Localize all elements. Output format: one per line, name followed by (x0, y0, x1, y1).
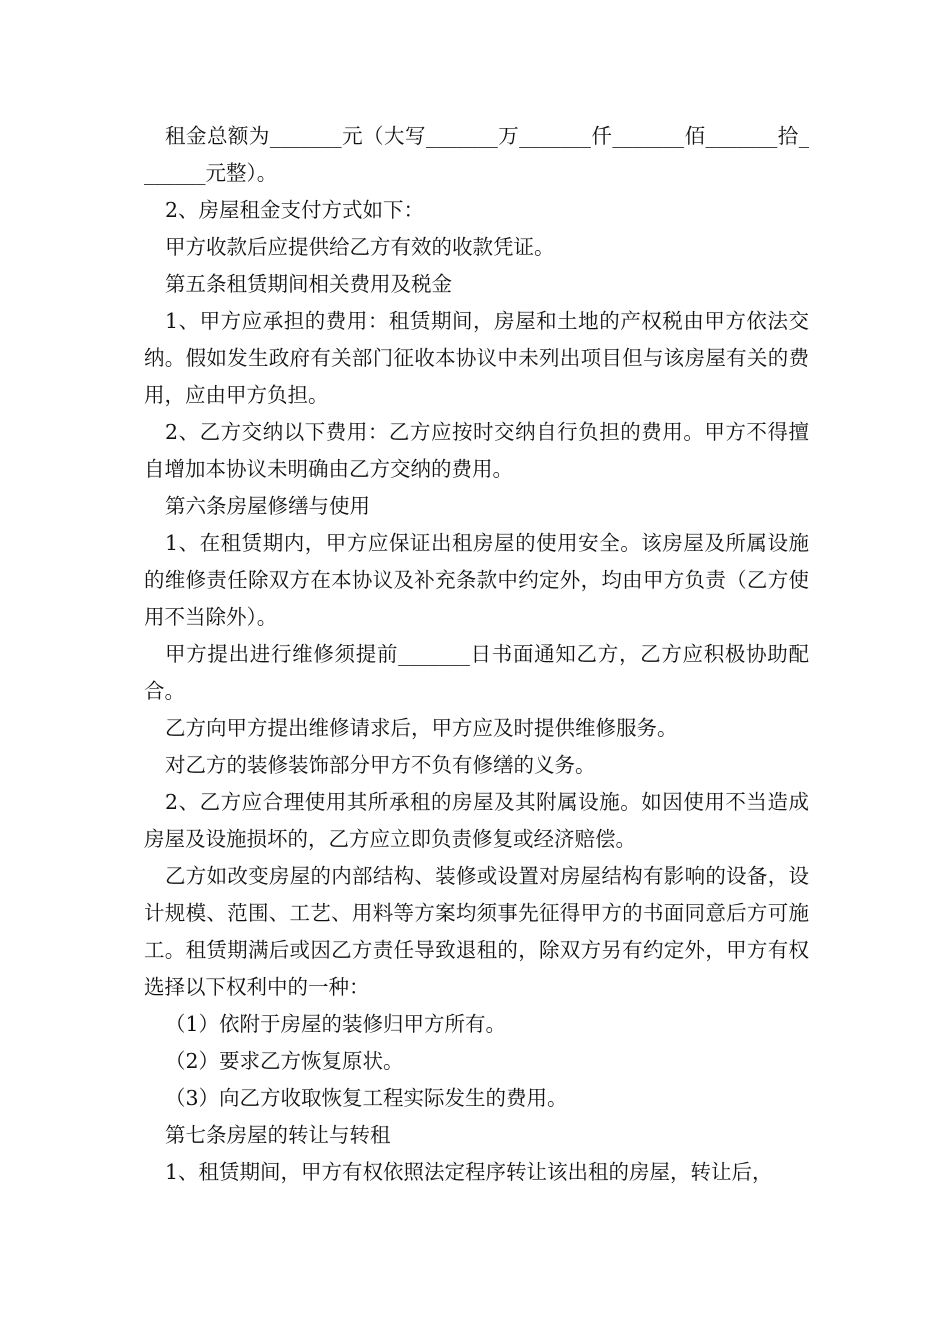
list-item-3: （3）向乙方收取恢复工程实际发生的费用。 (165, 1086, 568, 1110)
paragraph-structure-change: 乙方如改变房屋的内部结构、装修或设置对房屋结构有影响的设备，设计规模、范围、工艺、用料等方案均须事先征得甲方的书面同意后方可施工。租赁期满后或因乙方责任导致退租的，除双方另有约定外，甲方有权选择以下权利中的一种： (144, 864, 809, 999)
heading-article-7: 第七条房屋的转让与转租 (165, 1123, 391, 1147)
paragraph-rent-total: 租金总额为_______元（大写_______万_______仟_______佰_______拾_______元整）。 (144, 124, 809, 185)
list-item-1: （1）依附于房屋的装修归甲方所有。 (165, 1012, 507, 1036)
document-body (144, 118, 809, 1191)
paragraph-safety: 1、在租赁期内，甲方应保证出租房屋的使用安全。该房屋及所属设施的维修责任除双方在本协议及补充条款中约定外，均由甲方负责（乙方使用不当除外）。 (144, 531, 809, 629)
paragraph-party-a-fees: 1、甲方应承担的费用：租赁期间，房屋和土地的产权税由甲方依法交纳。假如发生政府有关部门征收本协议中未列出项目但与该房屋有关的费用，应由甲方负担。 (144, 309, 809, 407)
paragraph-transfer: 1、租赁期间，甲方有权依照法定程序转让该出租的房屋，转让后， (165, 1160, 773, 1184)
paragraph-payment-method: 2、房屋租金支付方式如下： (165, 198, 425, 222)
paragraph-repair-notice: 甲方提出进行维修须提前_______日书面通知乙方，乙方应积极协助配合。 (144, 642, 809, 703)
heading-article-5: 第五条租赁期间相关费用及税金 (165, 272, 452, 296)
list-item-2: （2）要求乙方恢复原状。 (165, 1049, 404, 1073)
paragraph-repair-request: 乙方向甲方提出维修请求后，甲方应及时提供维修服务。 (165, 716, 678, 740)
paragraph-decoration: 对乙方的装修装饰部分甲方不负有修缮的义务。 (165, 753, 596, 777)
paragraph-receipt: 甲方收款后应提供给乙方有效的收款凭证。 (165, 235, 555, 259)
heading-article-6: 第六条房屋修缮与使用 (165, 494, 370, 518)
paragraph-reasonable-use: 2、乙方应合理使用其所承租的房屋及其附属设施。如因使用不当造成房屋及设施损坏的，乙方应立即负责修复或经济赔偿。 (144, 790, 809, 851)
paragraph-party-b-fees: 2、乙方交纳以下费用：乙方应按时交纳自行负担的费用。甲方不得擅自增加本协议未明确由乙方交纳的费用。 (144, 420, 809, 481)
